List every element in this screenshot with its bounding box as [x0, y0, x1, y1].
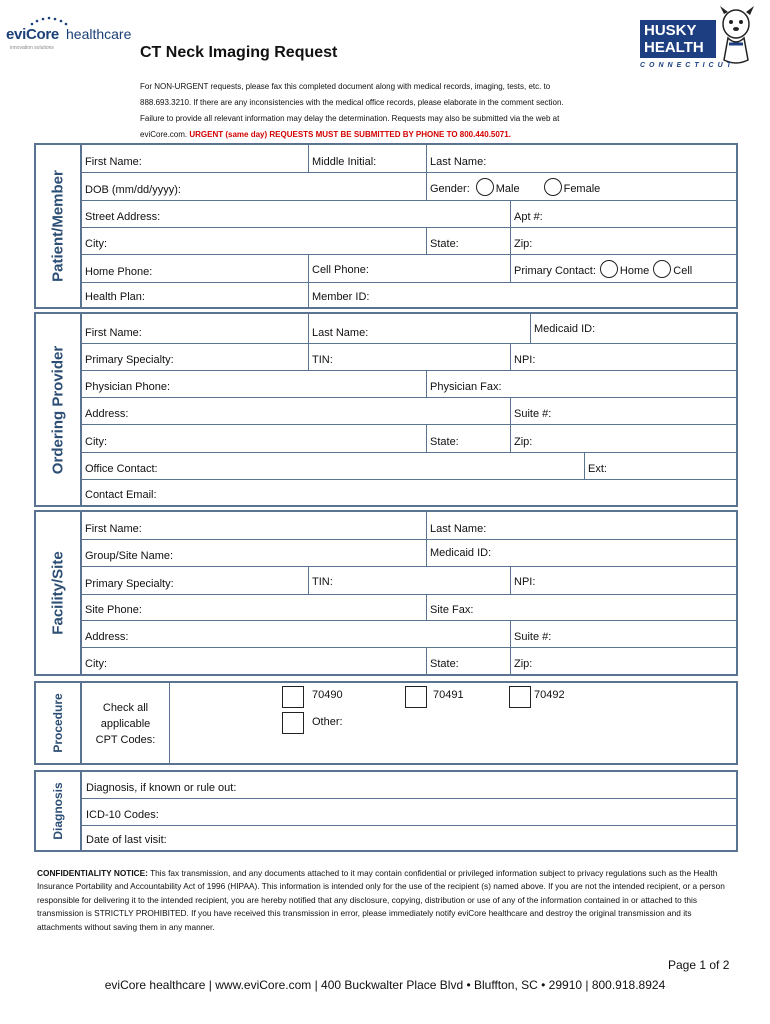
form-row: [82, 228, 736, 255]
facility-tin-field[interactable]: [308, 567, 510, 594]
field-label: Suite #:: [514, 408, 552, 420]
field-label: TIN:: [312, 354, 333, 366]
form-row: [82, 595, 736, 621]
facility-fax-field[interactable]: [426, 595, 736, 620]
patient-apt-field[interactable]: [510, 201, 736, 227]
field-label: Date of last visit:: [86, 834, 167, 846]
facility-npi-field[interactable]: [510, 567, 736, 594]
intro-line: For NON-URGENT requests, please fax this completed document along with medical records, imaging, tests, etc. to: [140, 82, 551, 91]
section-label: [36, 772, 82, 850]
field-label: Address:: [85, 408, 129, 420]
field-label: Primary Specialty:: [85, 354, 174, 366]
field-label: Contact Email:: [85, 489, 157, 501]
form-row: [82, 314, 736, 344]
provider-zip-field[interactable]: [510, 425, 736, 452]
patient-gender-field: [426, 173, 736, 200]
field-label: Primary Specialty:: [85, 578, 174, 590]
form-row: [82, 344, 736, 371]
field-label: Diagnosis, if known or rule out:: [86, 782, 237, 794]
facility-state-field[interactable]: [426, 648, 510, 674]
field-label: City:: [85, 238, 107, 250]
cpt-70491-label: 70491: [433, 689, 464, 701]
provider-address-field[interactable]: [82, 398, 510, 424]
facility-specialty-field[interactable]: [82, 567, 308, 594]
facility-zip-field[interactable]: [510, 648, 736, 674]
form-row: [82, 283, 736, 307]
provider-office-contact-field[interactable]: [82, 453, 584, 479]
cpt-70491-checkbox[interactable]: [405, 686, 427, 708]
logo-brand: eviCore: [6, 26, 59, 43]
husky-logo-line1: HUSKY: [644, 22, 697, 39]
husky-logo-box: [640, 20, 716, 58]
confidentiality-text: This fax transmission, and any documents attached to it may contain confidential or privileged information subject to privacy regulations such as the Health Insurance Portability and Accountability Act of 1996 (HIPAA). This information is intended only for the use of the recipient (s) named above. If you are not the intended recipient, or a person responsible for delivering it to the intended recipient, you are hereby notified that any disclosure, copying, distribution or use of any of the information contained in or attached to this transmission is STRICTLY PROHIBITED. If you have received this transmission in error, please immediately notify eviCore healthcare and destroy the original transmission and its attachments without saving them in any manner.: [37, 868, 725, 932]
field-label: City:: [85, 436, 107, 448]
contact-group: [514, 260, 692, 278]
cpt-instruction-line: applicable: [100, 718, 151, 730]
form-row: [82, 201, 736, 228]
patient-dob-field[interactable]: [82, 173, 426, 200]
confidentiality-heading: CONFIDENTIALITY NOTICE:: [37, 868, 148, 878]
field-label: Medicaid ID:: [430, 547, 492, 559]
gender-group: [430, 178, 600, 196]
section-label: [36, 314, 82, 505]
cpt-instruction: [82, 683, 170, 763]
radio-label: Male: [495, 183, 520, 195]
form-row: [82, 371, 736, 398]
field-label: State:: [430, 658, 459, 670]
husky-health-logo: [636, 6, 760, 76]
provider-state-field[interactable]: [426, 425, 510, 452]
diagnosis-section-label: Diagnosis: [51, 782, 65, 840]
logo-tagline: innovation solutions: [10, 45, 54, 51]
field-label: Member ID:: [312, 291, 370, 303]
facility-city-field[interactable]: [82, 648, 426, 674]
patient-city-field[interactable]: [82, 228, 426, 254]
patient-member-section: [34, 143, 738, 309]
field-label: Site Phone:: [85, 604, 142, 616]
field-label: Last Name:: [312, 327, 369, 339]
provider-tin-field[interactable]: [308, 344, 510, 370]
facility-suite-field[interactable]: [510, 621, 736, 647]
radio-label: Female: [563, 183, 601, 195]
form-row: [82, 480, 736, 505]
facility-address-field[interactable]: [82, 621, 510, 647]
field-label: Middle Initial:: [312, 156, 377, 168]
patient-zip-field[interactable]: [510, 228, 736, 254]
patient-first-name-field[interactable]: [82, 145, 308, 172]
logo-dots-icon: [28, 16, 68, 26]
patient-last-name-field[interactable]: [426, 145, 736, 172]
radio-label: Cell: [673, 265, 693, 277]
diagnosis-field[interactable]: [82, 772, 736, 798]
form-row: [82, 453, 736, 480]
form-row: [82, 799, 736, 826]
cpt-other-label: Other:: [312, 716, 343, 728]
field-label: State:: [430, 238, 459, 250]
field-label: Zip:: [514, 658, 533, 670]
section-label: [36, 683, 82, 763]
field-label: Street Address:: [85, 211, 161, 223]
patient-home-phone-field[interactable]: [82, 255, 308, 282]
field-label: Physician Fax:: [430, 381, 502, 393]
cpt-70492-checkbox[interactable]: [509, 686, 531, 708]
field-label: Gender:: [430, 183, 470, 195]
field-label: NPI:: [514, 576, 536, 588]
patient-middle-initial-field[interactable]: [308, 145, 426, 172]
last-visit-date-field[interactable]: [82, 826, 736, 850]
form-row: [82, 567, 736, 595]
ordering-provider-section: [34, 312, 738, 507]
facility-site-section: [34, 510, 738, 676]
contact-cell-radio[interactable]: [653, 260, 671, 278]
field-label: First Name:: [85, 523, 142, 535]
husky-dog-icon: [714, 6, 760, 66]
field-label: First Name:: [85, 156, 142, 168]
diagnosis-section: [34, 770, 738, 852]
field-label: Primary Contact:: [514, 265, 596, 277]
patient-state-field[interactable]: [426, 228, 510, 254]
intro-text: [140, 79, 740, 143]
procedure-section-label: Procedure: [51, 693, 65, 753]
procedure-section: [34, 681, 738, 765]
facility-phone-field[interactable]: [82, 595, 426, 620]
icd10-codes-field[interactable]: [82, 799, 736, 825]
urgent-notice: URGENT (same day) REQUESTS MUST BE SUBMITTED BY PHONE TO 800.440.5071.: [189, 130, 511, 139]
page-footer: eviCore healthcare | www.eviCore.com | 400 Buckwalter Place Blvd • Bluffton, SC • 29910 | 800.918.8924: [104, 978, 666, 992]
provider-specialty-field[interactable]: [82, 344, 308, 370]
cpt-70490-checkbox[interactable]: [282, 686, 304, 708]
field-label: TIN:: [312, 576, 333, 588]
radio-label: Home: [619, 265, 650, 277]
form-row: [82, 540, 736, 567]
field-label: Home Phone:: [85, 266, 153, 278]
page-title: CT Neck Imaging Request: [140, 44, 338, 61]
form-row: [82, 826, 736, 850]
provider-section-label: Ordering Provider: [49, 345, 67, 474]
cpt-70492-label: 70492: [534, 689, 565, 701]
page-number: Page 1 of 2: [668, 958, 730, 972]
provider-ext-field[interactable]: [584, 453, 736, 479]
evicore-logo: [4, 12, 134, 56]
field-label: Address:: [85, 631, 129, 643]
field-label: Zip:: [514, 238, 533, 250]
provider-npi-field[interactable]: [510, 344, 736, 370]
intro-line: 888.693.3210. If there are any inconsistencies with the medical office records, please elaborate in the comment section.: [140, 98, 564, 107]
form-row: [82, 425, 736, 453]
form-row: [82, 398, 736, 425]
field-label: Medicaid ID:: [534, 323, 596, 335]
form-row: [82, 255, 736, 283]
facility-medicaid-id-field[interactable]: [426, 540, 736, 566]
confidentiality-notice: [37, 867, 737, 934]
field-label: First Name:: [85, 327, 142, 339]
facility-section-label: Facility/Site: [49, 551, 67, 635]
provider-last-name-field[interactable]: [308, 314, 530, 343]
field-label: Office Contact:: [85, 463, 158, 475]
patient-section-label: Patient/Member: [49, 170, 67, 282]
cpt-70490-label: 70490: [312, 689, 343, 701]
field-label: ICD-10 Codes:: [86, 809, 159, 821]
patient-street-field[interactable]: [82, 201, 510, 227]
provider-fax-field[interactable]: [426, 371, 736, 397]
section-label: [36, 512, 82, 674]
field-label: Suite #:: [514, 631, 552, 643]
provider-medicaid-id-field[interactable]: [530, 314, 736, 343]
intro-line: [140, 127, 740, 143]
patient-cell-phone-field[interactable]: [308, 255, 510, 282]
contact-home-radio[interactable]: [600, 260, 618, 278]
field-label: Last Name:: [430, 156, 487, 168]
husky-logo-line2: HEALTH: [644, 39, 704, 56]
form-row: [82, 145, 736, 173]
provider-city-field[interactable]: [82, 425, 426, 452]
intro-line: Failure to provide all relevant information may delay the determination. Requests may also be submitted via the web at: [140, 114, 560, 123]
field-label: Health Plan:: [85, 291, 145, 303]
provider-first-name-field[interactable]: [82, 314, 308, 343]
husky-logo-line3: CONNECTICUT: [640, 62, 735, 69]
field-label: Physician Phone:: [85, 381, 170, 393]
field-label: Zip:: [514, 436, 533, 448]
field-label: Site Fax:: [430, 604, 474, 616]
form-row: [82, 173, 736, 201]
facility-last-name-field[interactable]: [426, 512, 736, 539]
field-label: Last Name:: [430, 523, 487, 535]
field-label: Cell Phone:: [312, 264, 369, 276]
field-label: Group/Site Name:: [85, 550, 174, 562]
patient-primary-contact-field: [510, 255, 736, 282]
form-row: [82, 772, 736, 799]
field-label: DOB (mm/dd/yyyy):: [85, 184, 181, 196]
form-row: [82, 512, 736, 540]
form-row: [82, 648, 736, 674]
facility-group-name-field[interactable]: [82, 540, 426, 566]
logo-brand-suffix: healthcare: [66, 26, 132, 42]
provider-suite-field[interactable]: [510, 398, 736, 424]
patient-health-plan-field[interactable]: [82, 283, 308, 307]
cpt-instruction-line: CPT Codes:: [95, 734, 156, 746]
field-label: Apt #:: [514, 211, 543, 223]
provider-email-field[interactable]: [82, 480, 736, 505]
field-label: Ext:: [588, 463, 607, 475]
gender-female-radio[interactable]: [544, 178, 562, 196]
field-label: City:: [85, 658, 107, 670]
form-row: [82, 621, 736, 648]
section-label: [36, 145, 82, 307]
cpt-instruction-line: Check all: [102, 702, 149, 714]
cpt-other-checkbox[interactable]: [282, 712, 304, 734]
provider-phone-field[interactable]: [82, 371, 426, 397]
field-label: NPI:: [514, 354, 536, 366]
intro-web: eviCore.com.: [140, 130, 188, 139]
facility-first-name-field[interactable]: [82, 512, 426, 539]
patient-member-id-field[interactable]: [308, 283, 736, 307]
field-label: State:: [430, 436, 459, 448]
gender-male-radio[interactable]: [476, 178, 494, 196]
